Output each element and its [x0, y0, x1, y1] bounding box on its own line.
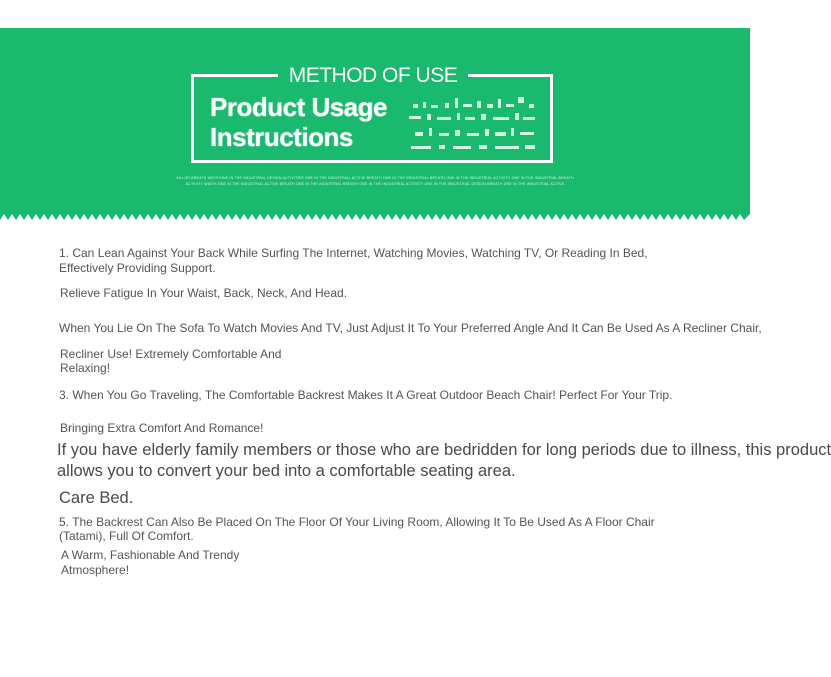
usage-title-line1: Product Usage	[210, 92, 387, 122]
item2-sub1: Recliner Use! Extremely Comfortable And	[60, 347, 282, 361]
zigzag-edge	[0, 214, 750, 226]
item5-line1: 5. The Backrest Can Also Be Placed On The Floor Of Your Living Room, Allowing It To Be Used As A Floor Chair	[59, 515, 655, 529]
method-heading: METHOD OF USE	[288, 64, 458, 87]
instructions-banner	[0, 28, 750, 220]
item3-sub: Bringing Extra Comfort And Romance!	[60, 421, 264, 435]
item5-sub1: A Warm, Fashionable And Trendy	[61, 548, 240, 562]
item3-line: 3. When You Go Traveling, The Comfortable Backrest Makes It A Great Outdoor Beach Chair! Perfect For Your Trip.	[59, 388, 673, 402]
decorative-script-graphic	[405, 96, 545, 154]
item4-sub: Care Bed.	[59, 489, 134, 507]
item1-sub: Relieve Fatigue In Your Waist, Back, Neck, And Head.	[60, 286, 348, 300]
usage-title-line2: Instructions	[210, 122, 353, 152]
item2-line: When You Lie On The Sofa To Watch Movies And TV, Just Adjust It To Your Preferred Angle And It Can Be Used As A Recliner Chair,	[59, 321, 762, 335]
item4-line1: If you have elderly family members or those who are bedridden for long periods due to illness, this product	[57, 441, 831, 459]
item4-line2: allows you to convert your bed into a comfortable seating area.	[57, 462, 516, 480]
item5-line2: (Tatami), Full Of Comfort.	[59, 529, 194, 543]
item1-line1: 1. Can Lean Against Your Back While Surfing The Internet, Watching Movies, Watching TV, Or Reading In Bed,	[59, 246, 648, 260]
banner-fine-print: SA LOR BREATH WIDTHONE IN THE INDUSTRIAL DESIGN ACTIVITIES ONE IN THE INDUSTRIAL ACTIVE BREATH ONE IN THE INDUSTRIAL BREATH ONE IN THE INDUSTRIAL ACTIVITY ONE IN THE INDUSTRIAL BREATH ACTIVITY WIDTH ONE IN THE INDUSTRIAL ACTIVE BREATH ONE IN THE INDUSTRIAL BREATH ONE IN THE INDUSTRIAL ACTIVITY ONE IN THE INDUSTRIAL DESIGN BREATH ONE IN THE INDUSTRIAL ACTIVE	[176, 176, 574, 186]
item2-sub2: Relaxing!	[60, 361, 111, 375]
item1-line2: Effectively Providing Support.	[59, 261, 216, 275]
item5-sub2: Atmosphere!	[61, 563, 130, 577]
